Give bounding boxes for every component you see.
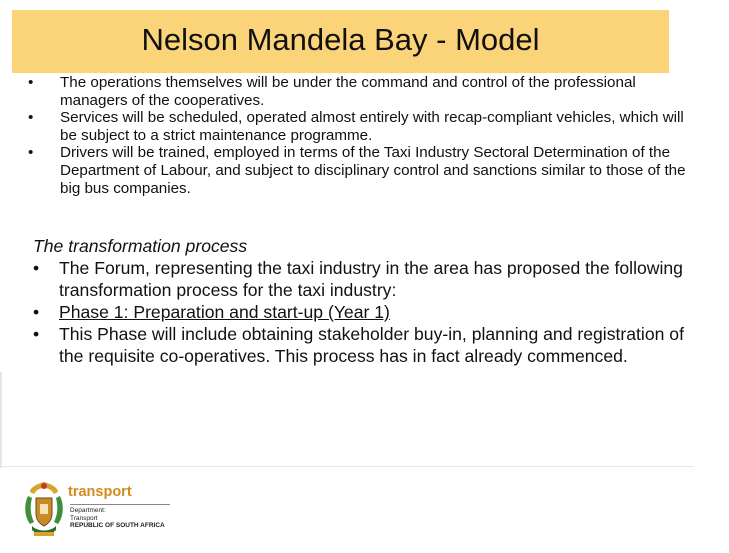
brand-rule — [70, 504, 170, 505]
list-item — [28, 74, 688, 109]
list-item-text: Services will be scheduled, operated almost entirely with recap-compliant vehicles, which will be subject to a strict maintenance programme. — [60, 109, 684, 144]
page-title: Nelson Mandela Bay - Model — [141, 22, 540, 57]
list-item — [33, 257, 693, 301]
bullet-glyph: • — [33, 302, 40, 322]
dept-line-1: Department: — [70, 507, 106, 514]
top-bullet-list — [28, 74, 688, 197]
list-item — [33, 323, 693, 367]
footer-divider — [0, 466, 694, 467]
left-divider — [0, 372, 2, 468]
list-item-text: This Phase will include obtaining stakeholder buy-in, planning and registration of the requisite co-operatives. This process has in fact already commenced. — [59, 324, 684, 366]
bullet-glyph: • — [28, 74, 34, 91]
list-item-text: Drivers will be trained, employed in terms of the Taxi Industry Sectoral Determination of the Department of Labour, and subject to disciplinary control and sanctions similar to those of the big bus companies. — [60, 144, 686, 197]
title-bar — [12, 10, 669, 73]
coat-of-arms-icon — [22, 478, 66, 540]
list-item — [28, 144, 688, 197]
phase-link-text: Phase 1: Preparation and start-up (Year 1) — [59, 302, 390, 322]
dept-line-2: Transport — [70, 514, 98, 522]
section-heading: The transformation process — [33, 236, 248, 256]
dept-line-3: REPUBLIC OF SOUTH AFRICA — [70, 522, 165, 529]
department-text — [70, 507, 165, 530]
bullet-glyph: • — [33, 324, 40, 344]
list-item — [33, 301, 693, 323]
transformation-section — [33, 235, 693, 367]
section-bullet-list — [33, 257, 693, 367]
bullet-glyph: • — [28, 144, 34, 162]
list-item — [28, 109, 688, 144]
list-item-text: The operations themselves will be under the command and control of the professional managers of the cooperatives. — [60, 74, 636, 109]
brand-name: transport — [68, 484, 132, 500]
bullet-glyph: • — [33, 258, 40, 278]
list-item-text: The Forum, representing the taxi industry in the area has proposed the following transformation process for the taxi industry: — [59, 258, 683, 300]
footer-logo — [10, 472, 210, 550]
bullet-glyph: • — [28, 109, 34, 127]
